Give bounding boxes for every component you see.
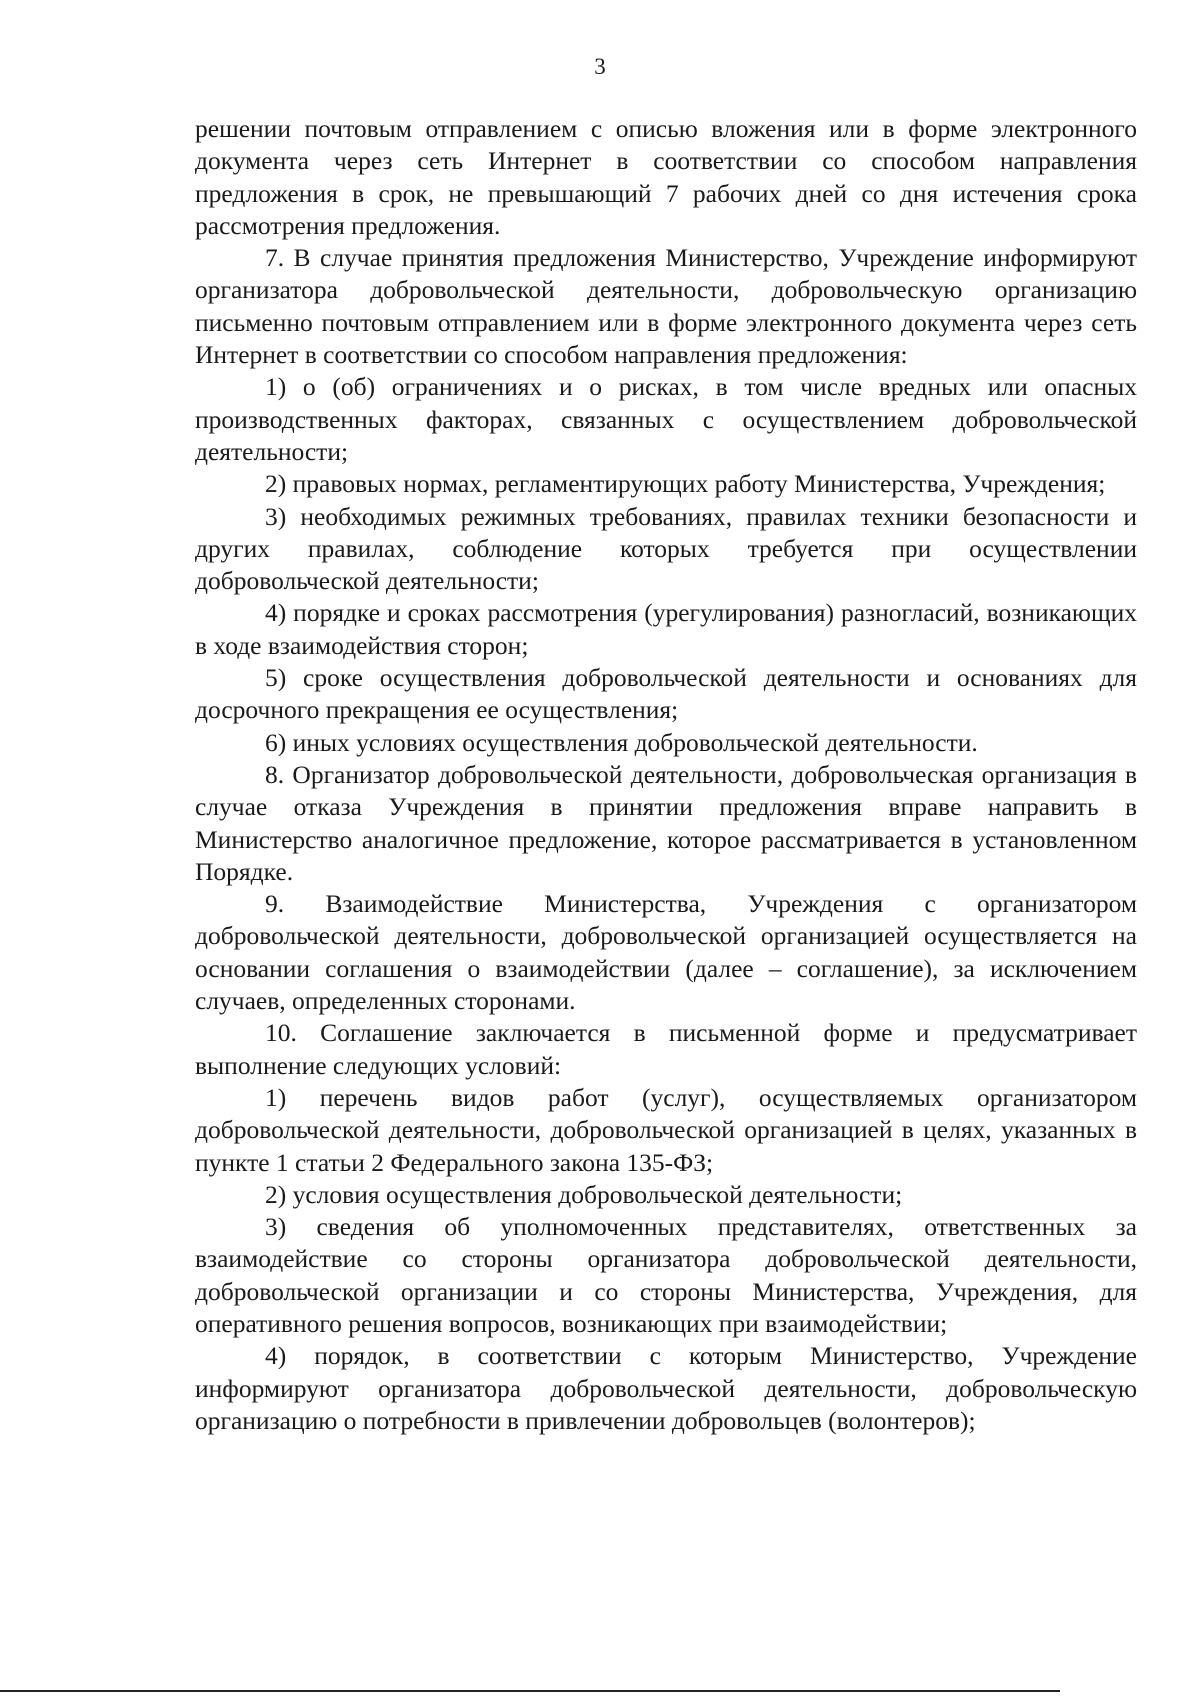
paragraph-condition-1: 1) перечень видов работ (услуг), осуществляемых организатором добровольческой деятельности, добровольческой организацией в целях, указанных в пункте 1 статьи 2 Федерального закона 135-ФЗ; (195, 1082, 1137, 1177)
paragraph-condition-4: 4) порядок, в соответствии с которым Министерство, Учреждение информируют организатора добровольческой деятельности, добровольческую организацию о потребности в привлечении добровольцев (волонтеров); (195, 1341, 1137, 1435)
paragraph-subitem-6: 6) иных условиях осуществления добровольческой деятельности. (265, 727, 978, 757)
document-body (195, 113, 1137, 1437)
paragraph-condition-3: 3) сведения об уполномоченных представителях, ответственных за взаимодействие со стороны организатора добровольческой деятельности, добровольческой организации и со стороны Министерства, Учреждения, для оперативного решения вопросов, возникающих при взаимодействии; (195, 1212, 1137, 1338)
paragraph-condition-2: 2) условия осуществления добровольческой деятельности; (265, 1179, 903, 1209)
paragraph-continuation: решении почтовым отправлением с описью вложения или в форме электронного документа через сеть Интернет в соответствии со способом направления предложения в срок, не превышающий 7 рабочих дней со дня истечения срока рассмотрения предложения. (195, 114, 1137, 240)
paragraph-subitem-5: 5) сроке осуществления добровольческой деятельности и основаниях для досрочного прекращения ее осуществления; (195, 663, 1137, 725)
paragraph-subitem-1: 1) о (об) ограничениях и о рисках, в том числе вредных или опасных производственных факторах, связанных с осуществлением добровольческой деятельности; (195, 372, 1137, 466)
page-number: 3 (594, 54, 606, 79)
paragraph-item-7: 7. В случае принятия предложения Министерство, Учреждение информируют организатора добровольческой деятельности, добровольческую организацию письменно почтовым отправлением или в форме электронного документа через сеть Интернет в соответствии со способом направления предложения: (195, 243, 1137, 370)
paragraph-subitem-3: 3) необходимых режимных требованиях, правилах техники безопасности и других правилах, соблюдение которых требуется при осуществлении добровольческой деятельности; (195, 501, 1137, 596)
paragraph-subitem-2: 2) правовых нормах, регламентирующих работу Министерства, Учреждения; (265, 469, 1106, 499)
paragraph-item-8: 8. Организатор добровольческой деятельности, добровольческая организация в случае отказа Учреждения в принятии предложения вправе направить в Министерство аналогичное предложение, которое рассматривается в установленном Порядке. (195, 759, 1137, 886)
paragraph-item-10: 10. Соглашение заключается в письменной форме и предусматривает выполнение следующих условий: (195, 1018, 1137, 1080)
paragraph-item-9: 9. Взаимодействие Министерства, Учреждения с организатором добровольческой деятельности, добровольческой организацией осуществляется на основании соглашения о взаимодействии (далее – соглашение), за исключением случаев, определенных сторонами. (195, 889, 1137, 1016)
paragraph-subitem-4: 4) порядке и сроках рассмотрения (урегулирования) разногласий, возникающих в ходе взаимодействия сторон; (195, 598, 1137, 660)
bottom-divider (0, 1690, 1060, 1692)
